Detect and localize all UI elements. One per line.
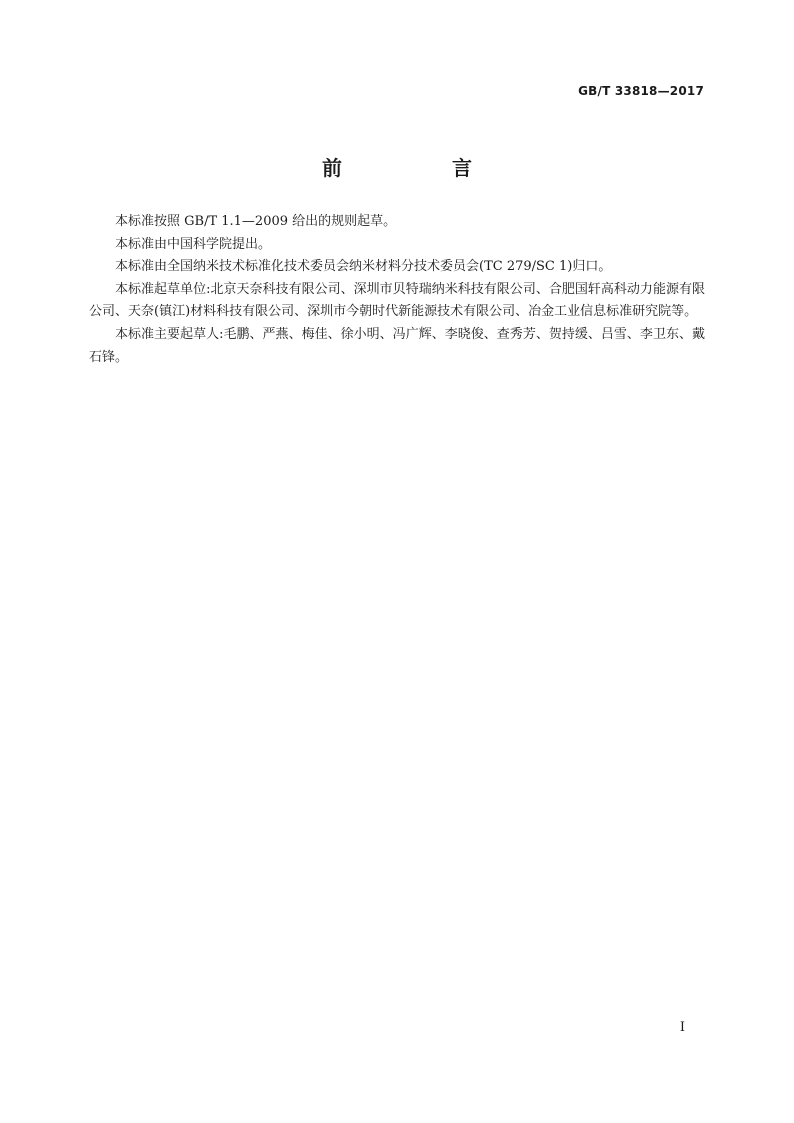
page-title: 前 言 [322,156,517,180]
paragraph-drafting-units: 本标准起草单位:北京天奈科技有限公司、深圳市贝特瑞纳米科技有限公司、合肥国轩高科动力能源有限公司、天奈(镇江)材料科技有限公司、深圳市今朝时代新能源技术有限公司、冶金工业信息标准研究院等。 [89,281,705,320]
page-number: I [679,1020,685,1035]
paragraph-centralized-management: 本标准由全国纳米技术标准化技术委员会纳米材料分技术委员会(TC 279/SC 1)归口。 [115,259,612,275]
paragraph-drafters: 本标准主要起草人:毛鹏、严燕、梅佳、徐小明、冯广辉、李晓俊、查秀芳、贺持缓、吕雪、李卫东、戴石锋。 [89,326,705,365]
paragraph-proposer: 本标准由中国科学院提出。 [115,236,272,252]
preface-body [89,211,705,369]
paragraph-drafting-rules: 本标准按照 GB/T 1.1—2009 给出的规则起草。 [115,214,397,229]
standard-code: GB/T 33818—2017 [578,84,704,98]
